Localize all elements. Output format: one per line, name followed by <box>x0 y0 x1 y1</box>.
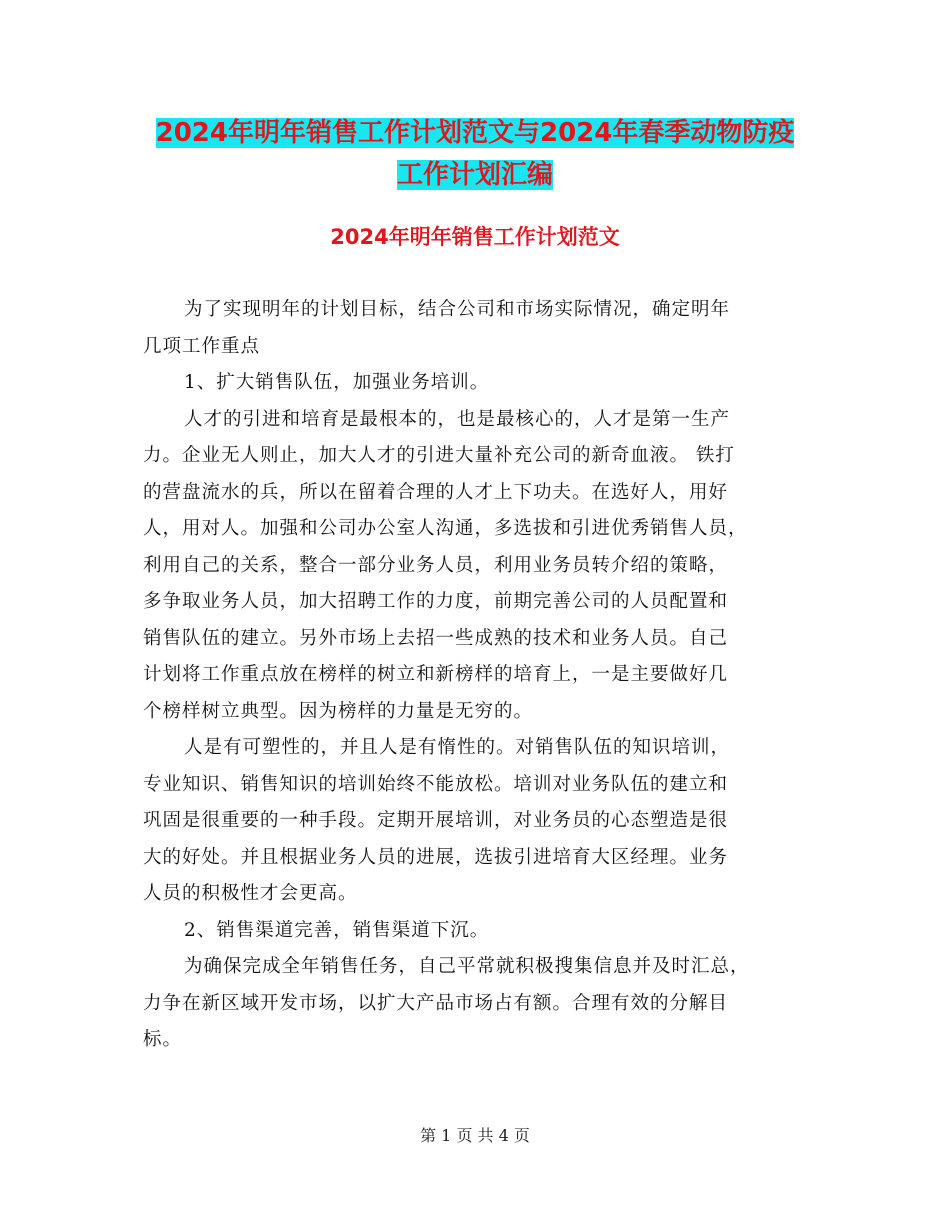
list-heading: 2、销售渠道完善，销售渠道下沉。 <box>184 919 490 941</box>
paragraph-line: 专业知识、销售知识的培训始终不能放松。培训对业务队伍的建立和 <box>143 773 729 795</box>
paragraph-line: 大的好处。并且根据业务人员的进展，选拔引进培育大区经理。业务 <box>143 846 729 868</box>
paragraph-line: 巩固是很重要的一种手段。定期开展培训，对业务员的心态塑造是很 <box>143 810 729 831</box>
page-number-footer: 第 1 页 共 4 页 <box>420 1126 530 1145</box>
section-title: 2024年明年销售工作计划范文 <box>330 225 620 249</box>
document-body <box>143 292 808 1059</box>
paragraph-line: 几项工作重点 <box>143 335 261 357</box>
paragraph-line: 计划将工作重点放在榜样的树立和新榜样的培育上，一是主要做好几 <box>143 664 729 685</box>
paragraph-line: 力争在新区域开发市场，以扩大产品市场占有额。合理有效的分解目 <box>143 992 729 1014</box>
document-title-line-2: 工作计划汇编 <box>396 160 553 190</box>
paragraph-line: 销售队伍的建立。另外市场上去招一些成熟的技术和业务人员。自己 <box>143 627 729 649</box>
paragraph-line: 人员的积极性才会更高。 <box>143 883 358 904</box>
paragraph-line: 人是有可塑性的，并且人是有惰性的。对销售队伍的知识培训， <box>184 737 731 758</box>
paragraph-line: 人才的引进和培育是最根本的，也是最核心的，人才是第一生产 <box>184 408 731 430</box>
paragraph-line: 的营盘流水的兵，所以在留着合理的人才上下功夫。在选好人，用好 <box>143 481 729 503</box>
paragraph-line: 多争取业务人员，加大招聘工作的力度，前期完善公司的人员配置和 <box>143 591 729 612</box>
paragraph-line: 个榜样树立典型。因为榜样的力量是无穷的。 <box>143 700 534 722</box>
paragraph-line: 人，用对人。加强和公司办公室人沟通，多选拔和引进优秀销售人员， <box>143 518 748 539</box>
paragraph-line: 为确保完成全年销售任务，自己平常就积极搜集信息并及时汇总， <box>184 956 750 977</box>
paragraph-line: 利用自己的关系，整合一部分业务人员，利用业务员转介绍的策略， <box>143 554 729 576</box>
paragraph-line: 为了实现明年的计划目标，结合公司和市场实际情况，确定明年 <box>184 299 731 320</box>
paragraph-line: 力。企业无人则止，加大人才的引进大量补充公司的新奇血液。 铁打 <box>143 445 735 466</box>
document-title <box>0 112 950 196</box>
document-title-line-1: 2024年明年销售工作计划范文与2024年春季动物防疫 <box>155 118 795 148</box>
paragraph-line: 标。 <box>143 1029 183 1050</box>
list-heading: 1、扩大销售队伍，加强业务培训。 <box>184 372 490 393</box>
